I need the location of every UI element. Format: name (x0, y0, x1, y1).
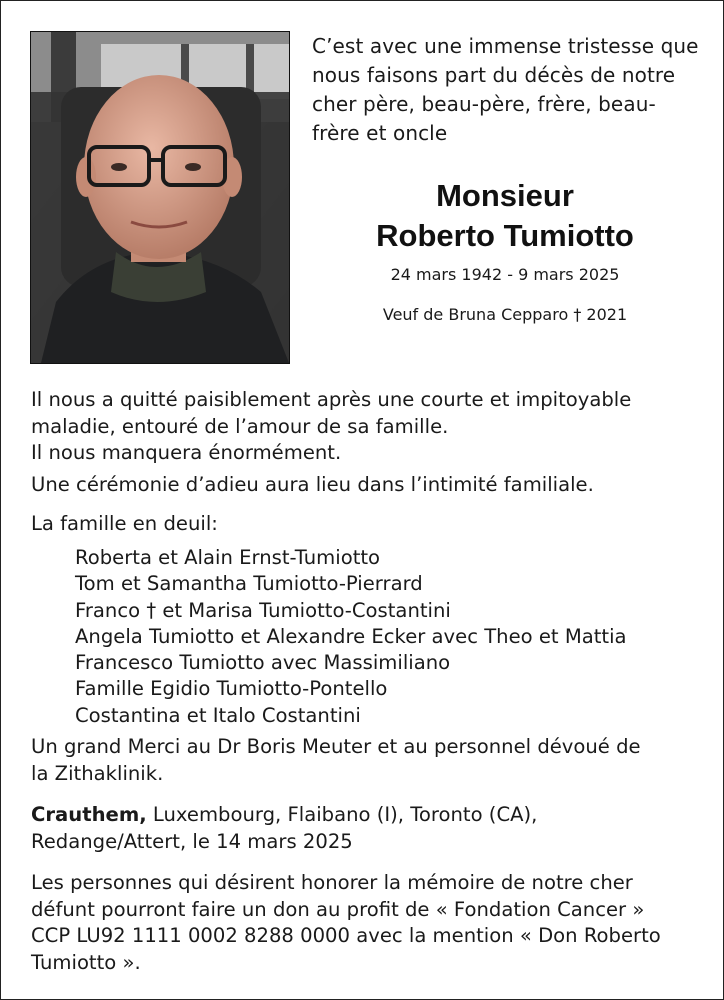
family-members-list (75, 545, 715, 729)
family-member: Costantina et Italo Costantini (75, 703, 361, 727)
donation-line: Les personnes qui désirent honorer la mémoire de notre cher (31, 871, 633, 894)
thanks-line: Un grand Merci au Dr Boris Meuter et au personnel dévoué de (31, 735, 641, 758)
donation-note (31, 870, 701, 976)
ceremony-note: Une cérémonie d’adieu aura lieu dans l’intimité familiale. (31, 473, 594, 496)
portrait-photo (30, 31, 290, 364)
deceased-name: Roberto Tumiotto (376, 218, 634, 253)
family-heading: La famille en deuil: (31, 512, 218, 535)
widow-note: Veuf de Bruna Cepparo † 2021 (382, 305, 628, 324)
passing-message (31, 387, 701, 467)
thanks-line: la Zithaklinik. (31, 761, 164, 785)
family-member: Roberta et Alain Ernst-Tumiotto (75, 546, 381, 569)
deceased-title: Monsieur (436, 178, 574, 213)
donation-line: défunt pourront faire un don au profit de « Fondation Cancer » (31, 897, 645, 921)
life-dates: 24 mars 1942 - 9 mars 2025 (390, 265, 620, 284)
family-member: Famille Egidio Tumiotto-Pontello (75, 677, 388, 701)
location-date (31, 802, 701, 855)
family-member: Angela Tumiotto et Alexandre Ecker avec Theo et Mattia (75, 624, 627, 648)
location-line: Redange/Attert, le 14 mars 2025 (31, 829, 353, 853)
passing-message-line: maladie, entouré de l’amour de sa famille. (31, 414, 449, 438)
passing-message-line: Il nous a quitté paisiblement après une courte et impitoyable (31, 388, 632, 411)
intro-text: C’est avec une immense tristesse que nous faisons part du décès de notre cher père, beau-père, frère, beau-frère et oncle (312, 34, 699, 145)
family-member: Tom et Samantha Tumiotto-Pierrard (75, 572, 423, 596)
family-member: Francesco Tumiotto avec Massimiliano (75, 651, 451, 675)
thanks-note (31, 734, 701, 787)
location-line (31, 802, 701, 829)
location-places: Luxembourg, Flaibano (I), Toronto (CA), (146, 803, 538, 826)
family-member: Franco † et Marisa Tumiotto-Costantini (75, 598, 451, 622)
donation-line: Tumiotto ». (31, 950, 141, 974)
passing-message-line: Il nous manquera énormément. (31, 441, 342, 464)
deceased-name-block (305, 176, 705, 256)
donation-line: CCP LU92 1111 0002 8288 0000 avec la mention « Don Roberto (31, 924, 661, 947)
location-town: Crauthem, (31, 803, 147, 826)
